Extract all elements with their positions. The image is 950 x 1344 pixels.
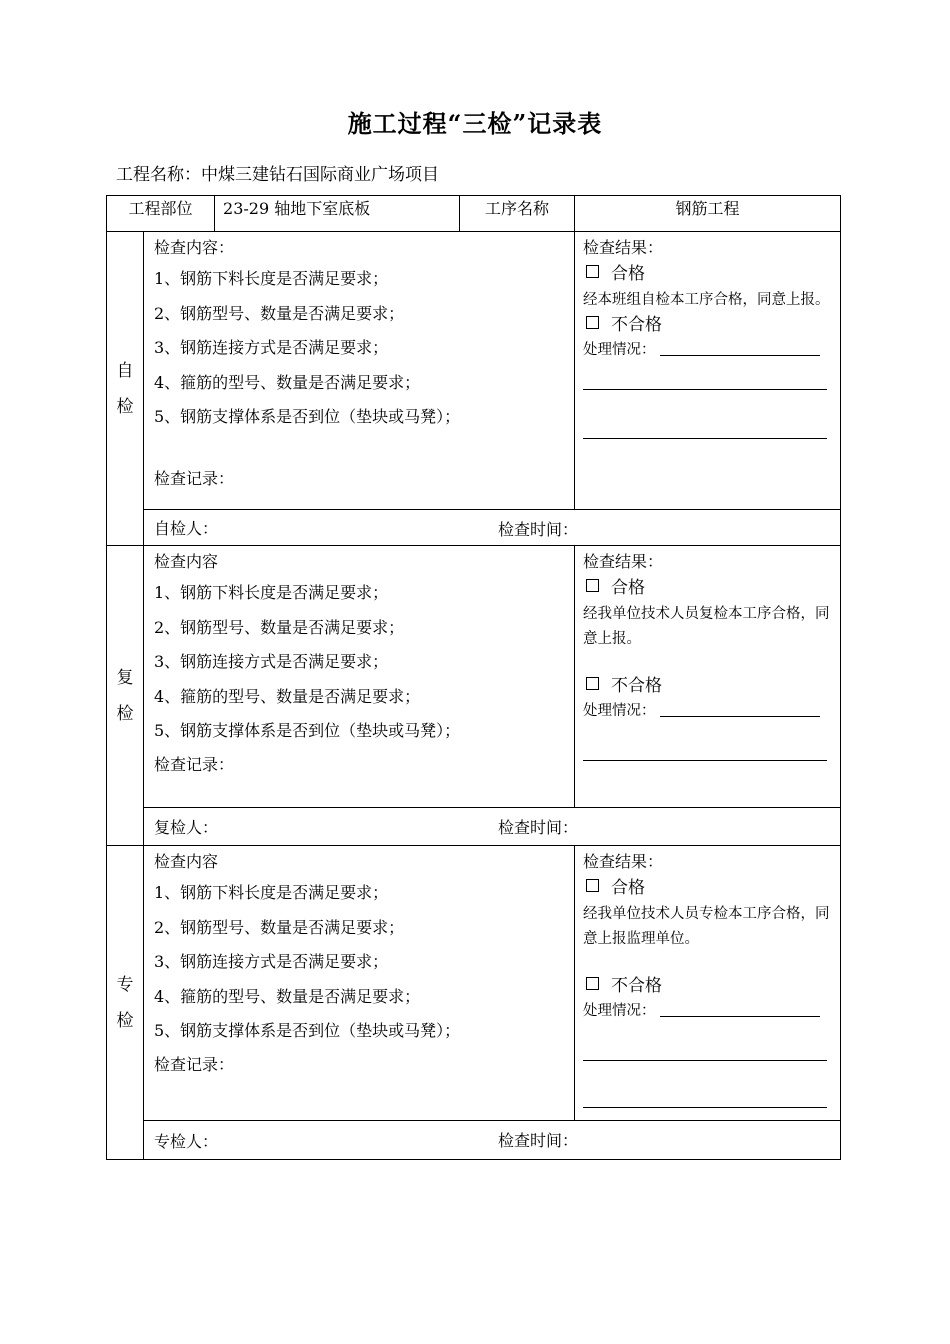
pass-checkbox[interactable]: 合格 [583, 262, 834, 288]
check-item: 2、钢筋型号、数量是否满足要求； [154, 303, 405, 323]
check-item: 4、箍筋的型号、数量是否满足要求； [154, 686, 421, 706]
special-check-sign-row [107, 1121, 841, 1160]
check-item: 4、箍筋的型号、数量是否满足要求； [154, 986, 421, 1006]
section-label-self: 自 检 [107, 232, 144, 546]
check-result-self: 检查结果： 合格 经本班组自检本工序合格，同意上报。 不合格 处理情况： [575, 232, 841, 510]
project-name: 工程名称：中煤三建钻石国际商业广场项目 [116, 165, 439, 185]
section-label-recheck: 复 检 [107, 546, 144, 846]
check-item: 5、钢筋支撑体系是否到位（垫块或马凳）； [154, 1021, 461, 1040]
fail-checkbox[interactable]: 不合格 [583, 974, 834, 1000]
check-record-label: 检查记录： [154, 1054, 235, 1074]
check-item: 3、钢筋连接方式是否满足要求； [154, 652, 389, 671]
check-result-special: 检查结果： 合格 经我单位技术人员专检本工序合格，同意上报监理单位。 不合格 处理情况： [575, 846, 841, 1121]
recheck-row [107, 546, 841, 808]
check-record-label: 检查记录： [154, 468, 235, 488]
pass-checkbox[interactable]: 合格 [583, 576, 834, 602]
checkbox-icon [586, 316, 599, 329]
check-content-self: 检查内容： 1、钢筋下料长度是否满足要求； 2、钢筋型号、数量是否满足要求； 3、钢筋连接方式是否满足要求； 4、箍筋的型号、数量是否满足要求； 5、钢筋支撑体系是否到位（垫块或马凳）； 检查记录： [144, 232, 575, 510]
fail-checkbox[interactable]: 不合格 [583, 313, 834, 339]
process-value[interactable]: 钢筋工程 [575, 196, 841, 232]
check-content-special: 检查内容 1、钢筋下料长度是否满足要求； 2、钢筋型号、数量是否满足要求； 3、钢筋连接方式是否满足要求； 4、箍筋的型号、数量是否满足要求； 5、钢筋支撑体系是否到位（垫块或马凳）； 检查记录： [144, 846, 575, 1121]
check-item: 4、箍筋的型号、数量是否满足要求； [154, 372, 421, 392]
part-label: 工程部位 [107, 196, 215, 232]
self-check-row [107, 232, 841, 510]
pass-checkbox[interactable]: 合格 [583, 876, 834, 902]
checkbox-icon [586, 677, 599, 690]
fail-checkbox[interactable]: 不合格 [583, 674, 834, 700]
checkbox-icon [586, 265, 599, 278]
signer-label[interactable]: 自检人： [154, 519, 219, 538]
self-check-sign-row [107, 510, 841, 546]
checkbox-icon [586, 879, 599, 892]
handling-field-line[interactable] [583, 760, 827, 761]
page-title: 施工过程“三检”记录表 [347, 109, 603, 138]
check-item: 1、钢筋下料长度是否满足要求； [154, 583, 389, 602]
check-time-label[interactable]: 检查时间： [498, 520, 579, 539]
handling-field-line[interactable] [583, 438, 827, 439]
special-check-row [107, 846, 841, 1121]
checkbox-icon [586, 977, 599, 990]
check-item: 5、钢筋支撑体系是否到位（垫块或马凳）； [154, 721, 461, 740]
check-time-label[interactable]: 检查时间： [498, 1131, 579, 1150]
recheck-sign-row [107, 808, 841, 846]
handling-field-line[interactable] [583, 1107, 827, 1108]
checkbox-icon [586, 579, 599, 592]
check-content-recheck: 检查内容 1、钢筋下料长度是否满足要求； 2、钢筋型号、数量是否满足要求； 3、钢筋连接方式是否满足要求； 4、箍筋的型号、数量是否满足要求； 5、钢筋支撑体系是否到位（垫块或马凳）； 检查记录： [144, 546, 575, 808]
signer-label[interactable]: 专检人： [154, 1131, 219, 1151]
section-label-special: 专 检 [107, 846, 144, 1160]
check-record-label: 检查记录： [154, 754, 235, 774]
signer-label[interactable]: 复检人： [154, 818, 219, 837]
handling-field[interactable] [660, 1000, 820, 1017]
process-label: 工序名称 [460, 196, 575, 232]
handling-field[interactable] [660, 339, 820, 356]
check-item: 2、钢筋型号、数量是否满足要求； [154, 617, 405, 637]
check-time-label[interactable]: 检查时间： [498, 818, 579, 837]
check-item: 1、钢筋下料长度是否满足要求； [154, 883, 389, 902]
check-result-recheck: 检查结果： 合格 经我单位技术人员复检本工序合格，同意上报。 不合格 处理情况： [575, 546, 841, 808]
check-item: 1、钢筋下料长度是否满足要求； [154, 269, 389, 288]
check-item: 5、钢筋支撑体系是否到位（垫块或马凳）； [154, 407, 461, 426]
check-item: 2、钢筋型号、数量是否满足要求； [154, 917, 405, 937]
check-item: 3、钢筋连接方式是否满足要求； [154, 952, 389, 971]
inspection-form [106, 195, 841, 1160]
form-header-row [107, 196, 841, 232]
part-value[interactable]: 23-29 轴地下室底板 [215, 196, 460, 232]
handling-field[interactable] [660, 700, 820, 717]
check-item: 3、钢筋连接方式是否满足要求； [154, 338, 389, 357]
